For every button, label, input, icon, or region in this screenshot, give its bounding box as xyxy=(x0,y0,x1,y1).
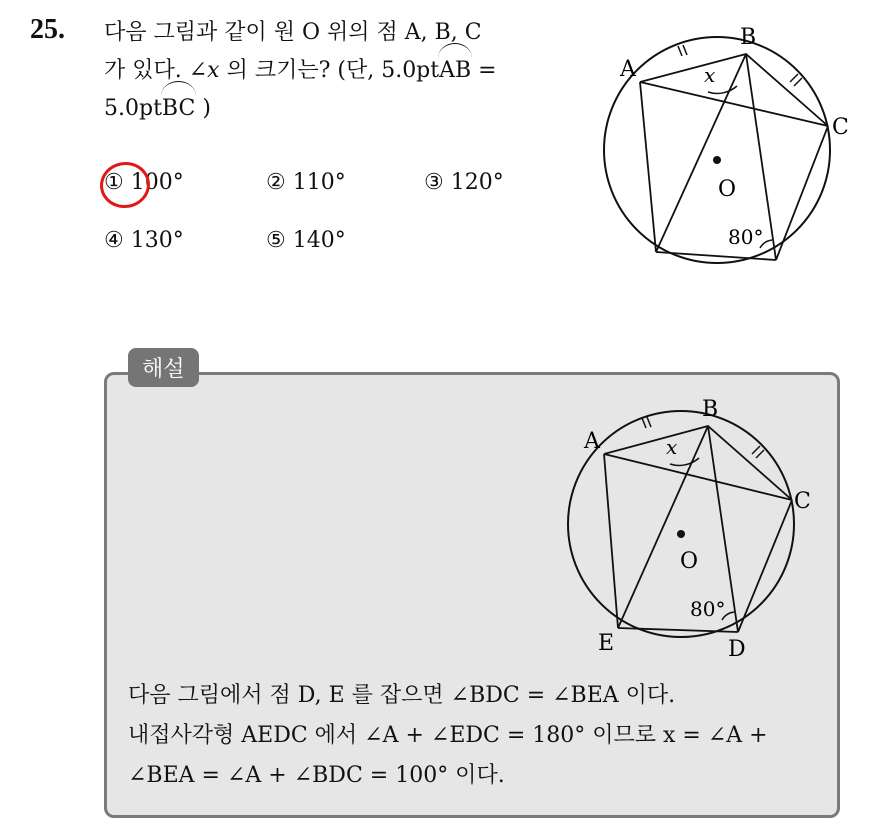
circle-o xyxy=(604,37,830,263)
solution-circle-o xyxy=(568,411,794,637)
label-b: B xyxy=(740,25,757,50)
label-a: A xyxy=(620,57,636,82)
solution-chord-ac xyxy=(604,454,792,500)
choice-2-mark: ② xyxy=(266,170,286,195)
question-line-1: 다음 그림과 같이 원 O 위의 점 A, B, C xyxy=(104,20,482,45)
solution-tick-bc-2 xyxy=(756,450,764,458)
chords-abc xyxy=(640,54,828,126)
solution-label-o: O xyxy=(680,549,699,574)
solution-label-a: A xyxy=(584,429,600,454)
choice-3-mark: ③ xyxy=(424,170,444,195)
chord-be xyxy=(656,54,746,252)
question-figure xyxy=(590,18,860,278)
choice-1-mark: ① xyxy=(104,170,124,195)
tick-mark-bc-2 xyxy=(794,78,802,86)
label-x: x xyxy=(704,63,716,87)
solution-chords-abc xyxy=(604,426,792,500)
solution-label-80: 80° xyxy=(690,597,726,621)
solution-tick-ab xyxy=(642,418,646,428)
tick-mark-ab xyxy=(678,46,682,56)
label-o: O xyxy=(718,177,737,202)
choice-5[interactable] xyxy=(266,228,346,253)
choice-1[interactable] xyxy=(104,170,184,195)
selected-answer-circle xyxy=(97,159,153,212)
solution-label-d: D xyxy=(728,637,746,662)
solution-label-e: E xyxy=(598,631,615,656)
solution-chord-ae xyxy=(604,454,618,628)
solution-tag: 해설 xyxy=(128,348,199,387)
label-80: 80° xyxy=(728,225,764,249)
question-text xyxy=(104,14,584,128)
question-line2-mid: 의 크기는? (단, 5.0pt xyxy=(219,58,440,83)
choice-2[interactable] xyxy=(266,170,346,195)
arc-ab: AB xyxy=(439,52,471,90)
choice-5-mark: ⑤ xyxy=(266,228,286,253)
choice-5-value: 140° xyxy=(292,228,346,253)
solution-label-c: C xyxy=(794,489,811,514)
arc-bc: BC xyxy=(162,90,195,128)
question-line3-pre: 5.0pt xyxy=(104,96,162,121)
question-line2-pre: 가 있다. ∠ xyxy=(104,58,208,83)
solution-line-1: 다음 그림에서 점 D, E 를 잡으면 ∠BDC = ∠BEA 이다. xyxy=(128,683,676,708)
chord-cd xyxy=(776,126,828,260)
solution-tick-bc xyxy=(752,446,760,454)
center-dot xyxy=(713,156,721,164)
solution-line-2: 내접사각형 AEDC 에서 ∠A + ∠EDC = 180° 이므로 x = ∠A + xyxy=(128,723,768,748)
solution-center-dot xyxy=(677,530,685,538)
question-line3-post: ) xyxy=(195,96,211,121)
angle-x-arc xyxy=(708,86,737,93)
solution-tick-ab-2 xyxy=(647,417,651,427)
solution-chord-cd xyxy=(738,500,792,632)
choice-4-value: 130° xyxy=(130,228,184,253)
choice-4-mark: ④ xyxy=(104,228,124,253)
tick-mark-bc xyxy=(790,74,798,82)
question-line2-post: = xyxy=(471,58,497,83)
question-line-3 xyxy=(104,90,584,128)
question-number: 25. xyxy=(30,14,65,45)
solution-figure xyxy=(556,392,812,662)
label-c: C xyxy=(832,115,849,140)
solution-label-b: B xyxy=(702,397,719,422)
choice-2-value: 110° xyxy=(292,170,346,195)
choice-4[interactable] xyxy=(104,228,184,253)
choice-1-value: 100° xyxy=(130,170,184,195)
solution-text xyxy=(128,676,768,796)
tick-mark-ab-2 xyxy=(683,45,687,55)
angle-variable: x xyxy=(207,58,220,83)
chord-ae xyxy=(640,82,656,252)
solution-angle-x-arc xyxy=(670,458,699,465)
solution-label-x: x xyxy=(666,435,678,459)
choice-3-value: 120° xyxy=(450,170,504,195)
solution-line-3: ∠BEA = ∠A + ∠BDC = 100° 이다. xyxy=(128,763,505,788)
choice-3[interactable] xyxy=(424,170,504,195)
